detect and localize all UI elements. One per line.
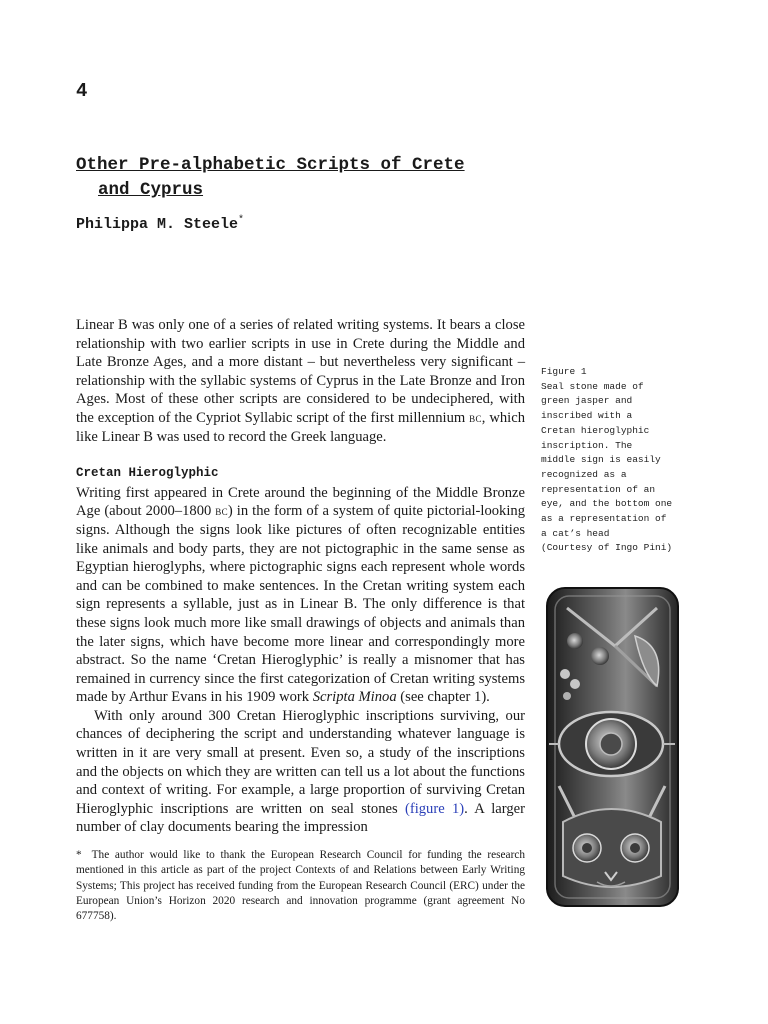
section-p1-text-3: (see chapter 1). — [396, 689, 490, 706]
caption-line: (Courtesy of Ingo Pini) — [541, 542, 673, 554]
era-abbrev: bc — [215, 504, 228, 519]
caption-line: inscribed with a — [541, 410, 633, 422]
chapter-title-line-1: Other Pre-alphabetic Scripts of Crete — [76, 155, 465, 175]
footnote-mark: * — [76, 849, 82, 861]
caption-line: representation of an — [541, 483, 656, 495]
seal-stone-image — [545, 586, 680, 908]
section-p2-text-1: With only around 300 Cretan Hieroglyphic inscriptions surviving, our chances of deciphering the script and understanding whatever language is written in it are very small at present. Even so, a study of the inscriptions and the objects on which they are written can tell us a lot about the functions and context of writing. For example, a large proportion of surviving Cretan Hieroglyphic inscriptions are written on seal stones — [76, 707, 525, 817]
caption-line: middle sign is easily — [541, 454, 661, 466]
main-text-column — [76, 316, 525, 837]
caption-line: inscription. The — [541, 439, 633, 451]
section-p2-text-2: . A larger number of clay documents bearing the impression — [76, 800, 526, 836]
section-heading: Cretan Hieroglyphic — [76, 466, 219, 481]
author-name — [76, 215, 244, 233]
footnote — [76, 848, 525, 924]
caption-line: Figure 1 — [541, 366, 587, 377]
caption-line: Seal stone made of — [541, 380, 644, 392]
intro-text-2: , which like Linear B was used to record the Greek language. — [76, 409, 525, 445]
section-paragraph-2 — [76, 707, 525, 837]
chapter-title — [76, 153, 516, 203]
seal-stone-figure[interactable] — [545, 586, 680, 908]
book-title: Scripta Minoa — [312, 689, 397, 706]
chapter-title-line-2: and Cyprus — [98, 180, 204, 200]
caption-line: green jasper and — [541, 395, 633, 407]
section-p1-text-2: ) in the form of a system of quite pictorial-looking signs. Although the signs look like pictures of often recognizable entities like animals and body parts, they are not pictographic in the same sense as Egyptian hieroglyphs, where pictographic signs each represent whole words and can be combined to make sentences. In the Cretan writing system each sign represents a syllable, just as in Linear B. The only difference is that these signs look much more like small drawings of objects and animals than the later signs, which have become more linear and correspondingly more abstract. So the name ‘Cretan Hieroglyphic’ is really a misnomer that has remained in currency since the first categorization of Cretan writing systems made by Arthur Evans in his 1909 work — [76, 503, 525, 706]
section-p1-text-1: Writing first appeared in Crete around the beginning of the Middle Bronze Age (about 2000–1800 — [76, 484, 525, 520]
caption-line: Cretan hieroglyphic — [541, 424, 650, 436]
intro-text-1: Linear B was only one of a series of related writing systems. It bears a close relationship with two earlier scripts in use in Crete during the Middle and Late Bronze Ages, and a more distant – but nevertheless very significant – relationship with the syllabic systems of Cyprus in the Late Bronze and Iron Ages. Most of these other scripts are considered to be undeciphered, with the exception of the Cypriot Syllabic script of the first millennium — [76, 317, 525, 426]
author-name-text: Philippa M. Steele — [76, 216, 239, 233]
caption-line: a cat’s head — [541, 527, 610, 539]
caption-line: recognized as a — [541, 468, 627, 480]
intro-paragraph — [76, 316, 525, 446]
figure-reference-link[interactable]: (figure 1) — [404, 800, 465, 817]
author-footnote-mark[interactable]: * — [238, 215, 245, 226]
caption-line: eye, and the bottom one — [541, 498, 673, 510]
era-abbrev: bc — [469, 410, 482, 425]
footnote-text: The author would like to thank the European Research Council for funding the research mentioned in this article as part of the project Contexts of and Relations between Early Writing Systems; This project has received funding from the European Research Council (ERC) under the European Union’s Horizon 2020 research and innovation programme (grant agreement No 677758). — [76, 849, 525, 923]
section-paragraph-1 — [76, 484, 525, 707]
figure-caption — [541, 365, 691, 556]
chapter-number: 4 — [76, 80, 88, 102]
caption-line: as a representation of — [541, 513, 667, 525]
